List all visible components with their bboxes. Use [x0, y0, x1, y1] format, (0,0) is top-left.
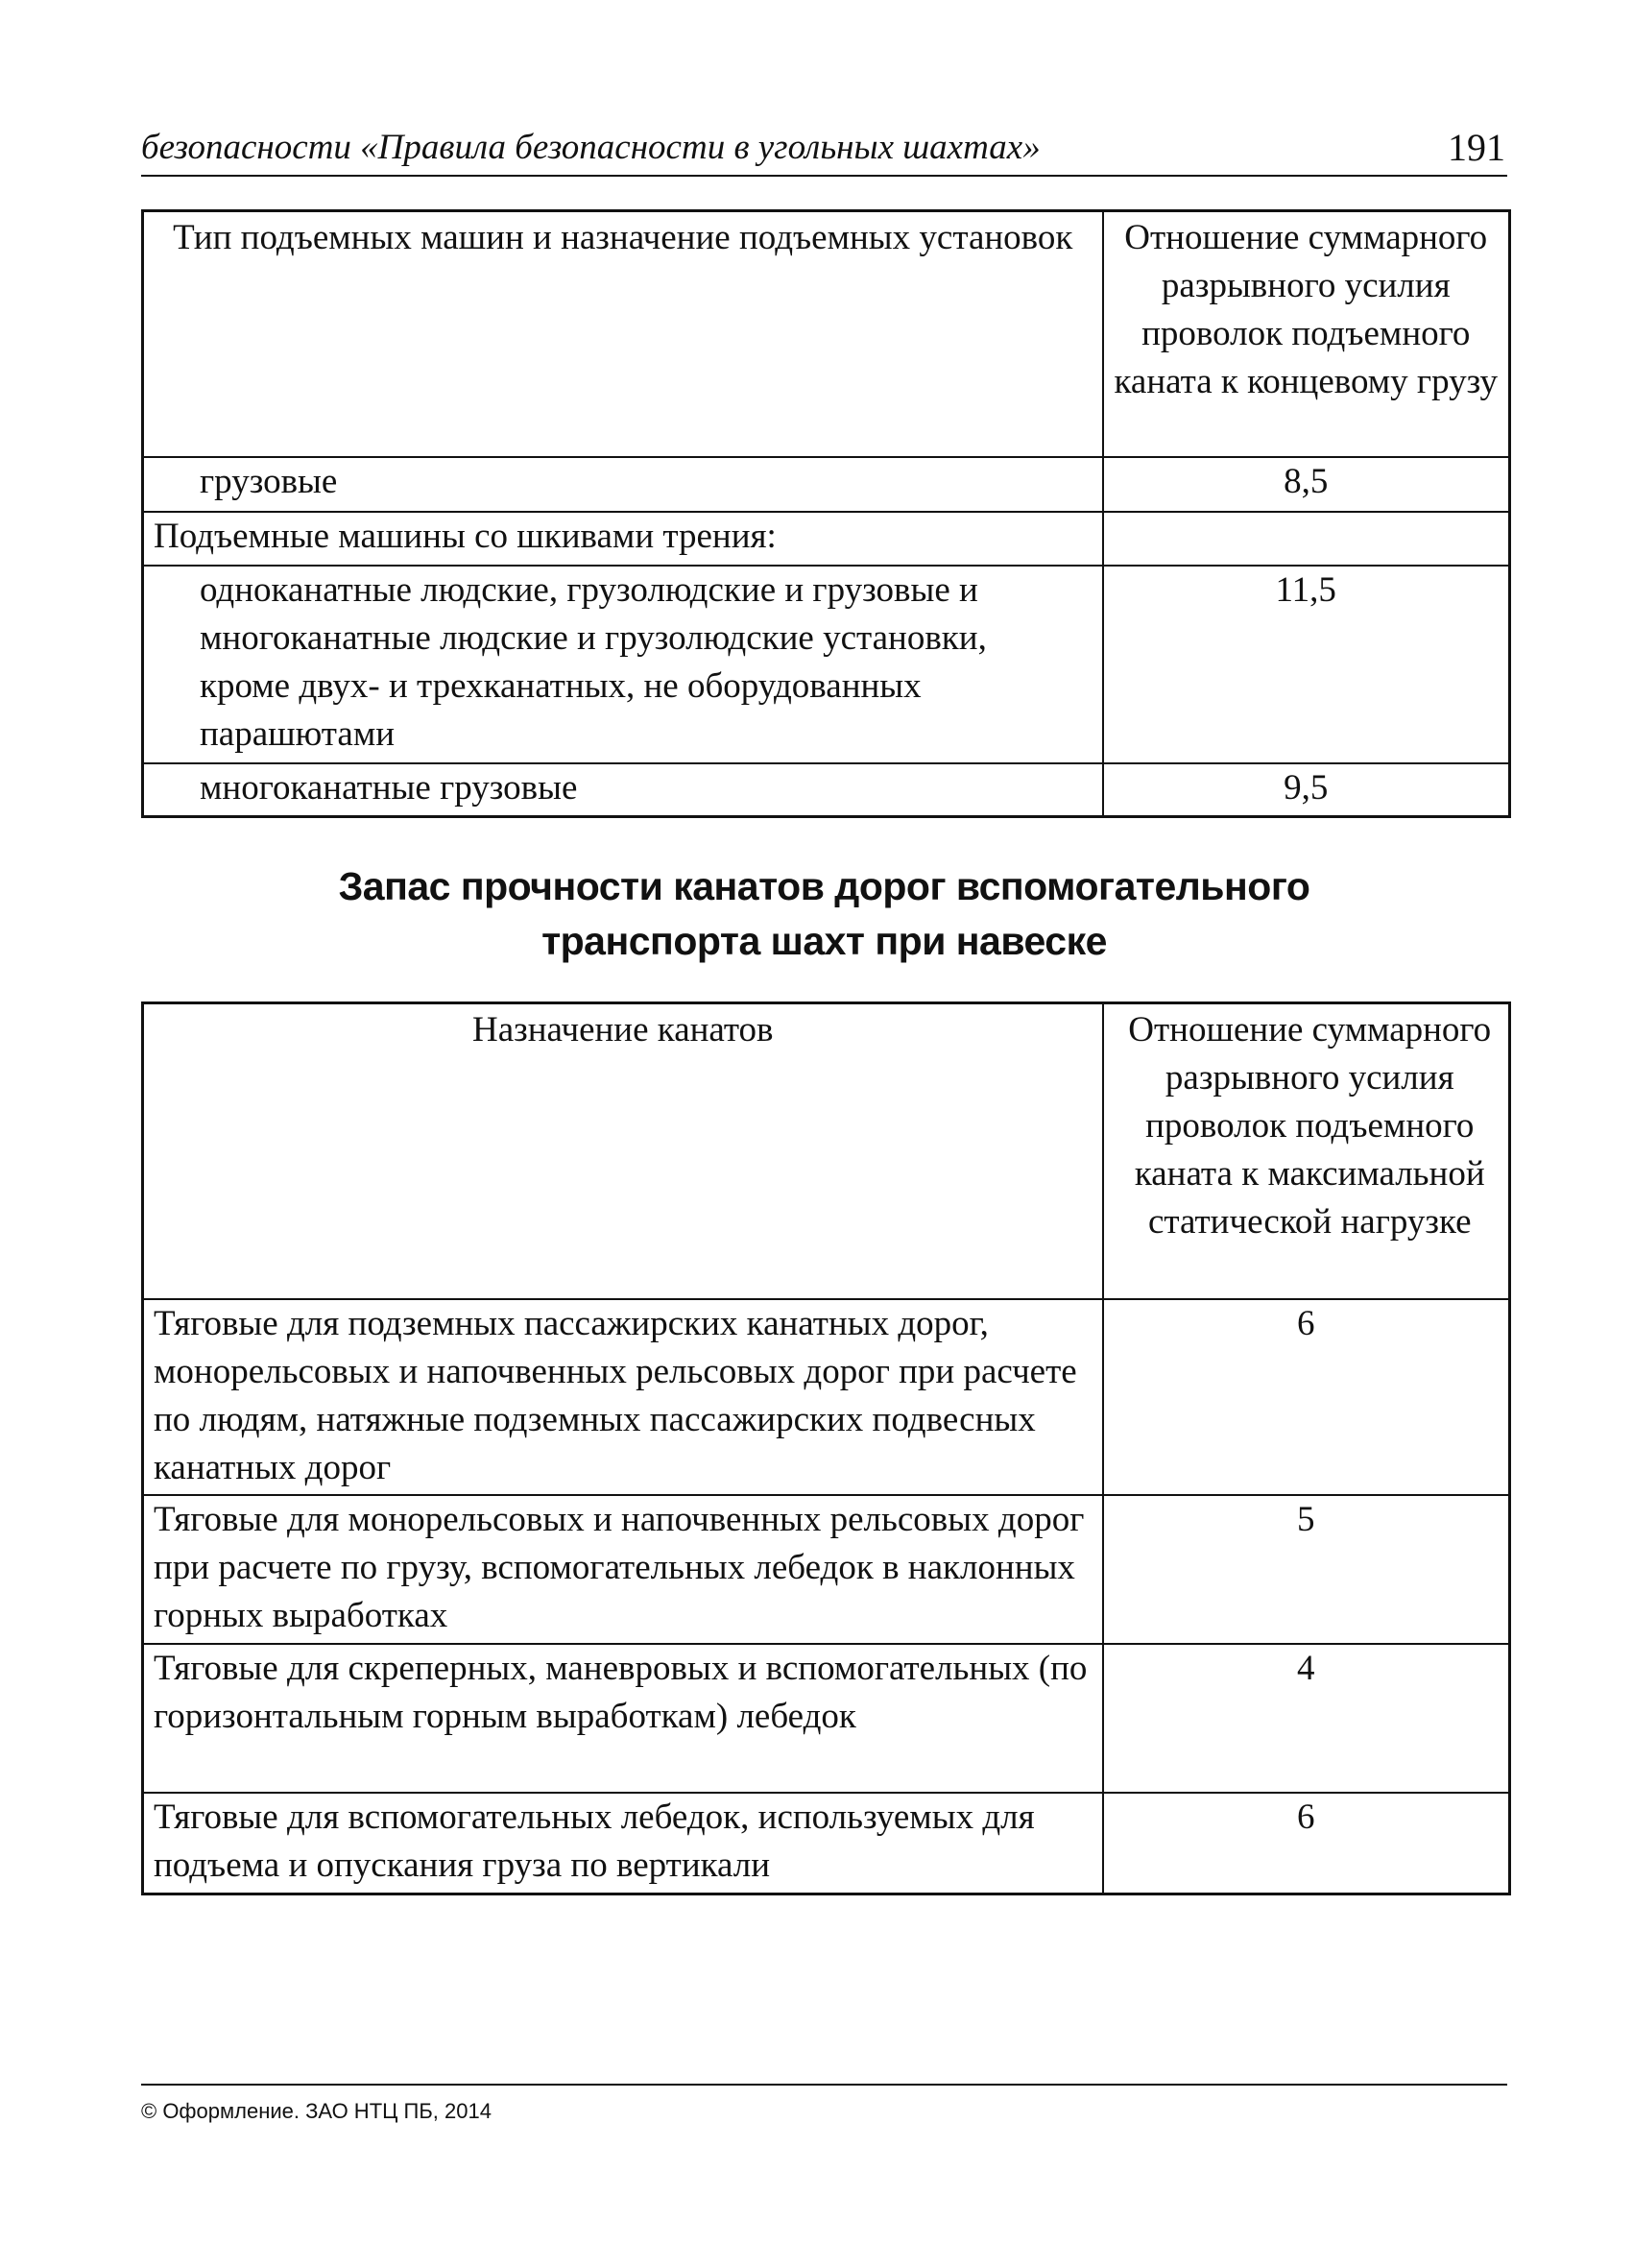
table-row: [143, 1644, 1510, 1793]
footer-copyright: © Оформление. ЗАО НТЦ ПБ, 2014: [141, 2099, 492, 2123]
table-auxiliary-rope-ratios: [141, 1001, 1511, 1895]
table-row: [143, 1495, 1510, 1644]
table-cell-value: 11,5: [1103, 566, 1510, 763]
table-cell-label: Подъемные машины со шкивами трения:: [143, 512, 1103, 566]
table-cell-label: Тяговые для подземных пассажирских канатных дорог, монорельсовых и напочвенных рельсовых дорог при расчете по людям, натяжные подземных пассажирских подвесных канатных дорог: [143, 1299, 1103, 1495]
table-cell-value: 4: [1103, 1644, 1510, 1793]
table-cell-value: [1103, 512, 1510, 566]
section-title: [141, 859, 1507, 969]
table-cell-value: 6: [1103, 1299, 1510, 1495]
table-cell-label: Тяговые для скреперных, маневровых и вспомогательных (по горизонтальным горным выработкам) лебедок: [143, 1644, 1103, 1793]
table-header-row: [143, 1003, 1510, 1299]
table-cell-label: Тяговые для вспомогательных лебедок, используемых для подъема и опускания груза по вертикали: [143, 1793, 1103, 1894]
section-title-line: транспорта шахт при навеске: [541, 919, 1107, 963]
table-header-cell: Отношение суммарного разрывного усилия проволок подъемного каната к максимальной статической нагрузке: [1103, 1003, 1510, 1299]
table-cell-value: 8,5: [1103, 457, 1510, 512]
table-header-row: [143, 211, 1510, 457]
table-cell-label: многоканатные грузовые: [143, 763, 1103, 817]
table-hoist-rope-ratios: [141, 209, 1511, 818]
table-cell-label: одноканатные людские, грузолюдские и грузовые и многоканатные людские и грузолюдские установки, кроме двух- и трехканатных, не оборудованных парашютами: [143, 566, 1103, 763]
table-header-cell: Назначение канатов: [143, 1003, 1103, 1299]
page-number: 191: [1448, 126, 1505, 169]
footer-divider: [141, 2084, 1507, 2086]
table-row: [143, 1793, 1510, 1894]
table-row: [143, 1299, 1510, 1495]
table-header-cell: Тип подъемных машин и назначение подъемных установок: [143, 211, 1103, 457]
table-cell-value: 5: [1103, 1495, 1510, 1644]
running-head-title: безопасности «Правила безопасности в угольных шахтах»: [141, 128, 1041, 167]
section-title-line: Запас прочности канатов дорог вспомогательного: [338, 864, 1310, 908]
table-row: [143, 512, 1510, 566]
table-row: [143, 457, 1510, 512]
table-cell-label: грузовые: [143, 457, 1103, 512]
table-row: [143, 763, 1510, 817]
table-cell-label: Тяговые для монорельсовых и напочвенных рельсовых дорог при расчете по грузу, вспомогательных лебедок в наклонных горных выработках: [143, 1495, 1103, 1644]
table-cell-value: 6: [1103, 1793, 1510, 1894]
table-header-cell: Отношение суммарного разрывного усилия проволок подъемного каната к концевому грузу: [1103, 211, 1510, 457]
table-row: [143, 566, 1510, 763]
running-head: [141, 125, 1507, 177]
table-cell-value: 9,5: [1103, 763, 1510, 817]
